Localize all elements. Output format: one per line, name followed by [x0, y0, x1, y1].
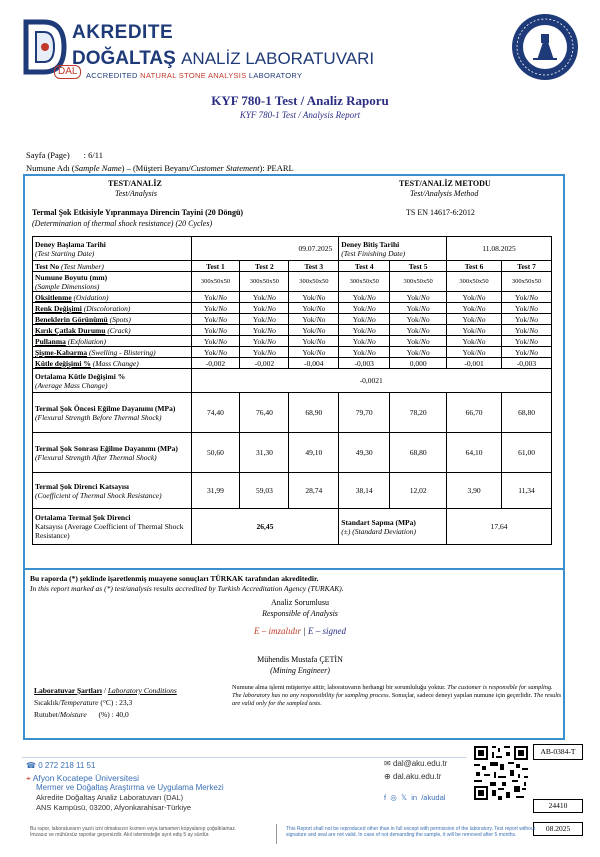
- before-cell: 68,80: [502, 393, 552, 433]
- engineer-name: Mühendis Mustafa ÇETİN: [257, 655, 343, 664]
- lab-conditions-label: Laboratuvar Şartları / Laboratory Conditions: [34, 686, 177, 695]
- footer-address: ANS Kampüsü, 03200, Afyonkarahisar-Türkiye: [36, 803, 192, 812]
- coef-cell: 11,34: [502, 473, 552, 509]
- after-cell: 49,10: [289, 433, 339, 473]
- avg-coef-value: 26,45: [191, 509, 339, 545]
- observation-label: Şişme-Kabarma (Swelling - Blistering): [33, 347, 192, 358]
- results-table: [32, 236, 552, 545]
- observation-label: Beneklerin Görünümü (Spots): [33, 314, 192, 325]
- observation-cell: Yok/No: [447, 314, 502, 325]
- test-heading-en: Test/Analysis: [115, 189, 157, 198]
- dimension-cell: 300x50x50: [390, 272, 447, 292]
- instagram-icon: ◎: [390, 793, 397, 802]
- website[interactable]: ⊕ dal.aku.edu.tr: [384, 772, 442, 781]
- after-cell: 64,10: [447, 433, 502, 473]
- observation-cell: Yok/No: [390, 292, 447, 303]
- observation-cell: Yok/No: [240, 347, 289, 358]
- mass-cell: -0,001: [447, 358, 502, 369]
- coef-cell: 12,02: [390, 473, 447, 509]
- coef-cell: 38,14: [339, 473, 390, 509]
- page-info: Sayfa (Page) : 6/11: [26, 150, 103, 160]
- after-cell: 68,80: [390, 433, 447, 473]
- flexural-after-row: Termal Şok Sonrası Eğilme Dayanımı (MPa) (Flexural Strength After Thermal Shock) 50,60 31,30 49,10 49,30 68,80 64,10 61,00: [33, 433, 552, 473]
- linkedin-icon: in: [411, 793, 418, 802]
- before-cell: 79,70: [339, 393, 390, 433]
- coef-cell: 3,90: [447, 473, 502, 509]
- observation-cell: Yok/No: [289, 314, 339, 325]
- accreditation-note: Bu raporda (*) şeklinde işaretlenmiş muayene sonuçları TÜRKAK tarafından akreditedir.: [30, 574, 319, 583]
- observation-cell: Yok/No: [240, 292, 289, 303]
- after-cell: 61,00: [502, 433, 552, 473]
- logo-analiz: ANALİZ LABORATUVARI: [181, 49, 375, 68]
- observation-cell: Yok/No: [502, 325, 552, 336]
- before-cell: 66,70: [447, 393, 502, 433]
- observation-cell: Yok/No: [240, 314, 289, 325]
- logo-accredited: ACCREDITED: [86, 71, 141, 80]
- facebook-icon: f: [384, 793, 387, 802]
- observation-row: [33, 292, 552, 303]
- observation-row: [33, 325, 552, 336]
- dimension-cell: 300x50x50: [240, 272, 289, 292]
- responsible-label: Analiz Sorumlusu: [271, 598, 329, 607]
- phone-icon: ☎: [26, 761, 36, 770]
- observation-cell: Yok/No: [191, 325, 240, 336]
- observation-cell: Yok/No: [289, 292, 339, 303]
- mass-cell: -0,004: [289, 358, 339, 369]
- mass-cell: -0,003: [339, 358, 390, 369]
- observation-cell: Yok/No: [390, 303, 447, 314]
- before-cell: 78,20: [390, 393, 447, 433]
- test-number: Test 6: [447, 261, 502, 272]
- observation-row: [33, 303, 552, 314]
- x-icon: 𝕏: [400, 793, 408, 802]
- observation-cell: Yok/No: [447, 303, 502, 314]
- after-cell: 49,30: [339, 433, 390, 473]
- observation-cell: Yok/No: [289, 347, 339, 358]
- observation-cell: Yok/No: [502, 314, 552, 325]
- dimension-cell: 300x50x50: [502, 272, 552, 292]
- observation-cell: Yok/No: [240, 325, 289, 336]
- mass-cell: -0,003: [502, 358, 552, 369]
- observation-label: Oksitlenme (Oxidation): [33, 292, 192, 303]
- social-links[interactable]: f ◎ 𝕏 in /akudal: [384, 793, 446, 802]
- mass-cell: -0,002: [191, 358, 240, 369]
- university-seal-icon: [510, 12, 580, 82]
- observation-cell: Yok/No: [447, 336, 502, 347]
- start-date: 09.07.2025: [191, 237, 339, 261]
- humidity: Rutubet/Moisture (%) : 40,0: [34, 710, 129, 719]
- engineer-title: (Mining Engineer): [270, 666, 330, 675]
- observation-row: [33, 336, 552, 347]
- doc-id: AB-0384-T: [533, 744, 583, 760]
- test-number: Test 5: [390, 261, 447, 272]
- flexural-before-row: Termal Şok Öncesi Eğilme Dayanımı (MPa) (Flexural Strength Before Thermal Shock) 74,40 76,40 68,90 79,70 78,20 66,70 68,80: [33, 393, 552, 433]
- mass-cell: -0,002: [240, 358, 289, 369]
- observation-cell: Yok/No: [339, 314, 390, 325]
- disclaimer-en: This Report shall not be reproduced other than in full except with permission of the laboratory. Test report without signature and seal are not valid. In case of not demanding the sample, it will be removed after 5 months.: [286, 826, 536, 838]
- logo-akredite: AKREDITE: [72, 22, 174, 43]
- sampling-note: Numune alma işlemi müşteriye aittir, laboratuvarın herhangi bir sorumluluğu yoktur. The customer is responsible for sampling. The laboratory has no any responsibility for sampling process. Sonuçlar, sadece deneyi yapılan numune için geçerlidir. The results are valid only for the sampled tests.: [232, 684, 562, 707]
- mass-change-row: Kütle değişimi % (Mass Change) -0,002 -0,002 -0,004 -0,003 0,000 -0,001 -0,003: [33, 358, 552, 369]
- footer-center: Mermer ve Doğaltaş Araştırma ve Uygulama Merkezi: [36, 783, 224, 792]
- dimension-cell: 300x50x50: [447, 272, 502, 292]
- test-name: Termal Şok Etkisiyle Yıpranmaya Direncin Tayini (20 Döngü): [32, 208, 244, 217]
- observation-label: Pullanma (Exfoliation): [33, 336, 192, 347]
- dimension-cell: 300x50x50: [339, 272, 390, 292]
- observation-cell: Yok/No: [390, 336, 447, 347]
- test-number: Test 4: [339, 261, 390, 272]
- dimension-cell: 300x50x50: [289, 272, 339, 292]
- observation-cell: Yok/No: [339, 347, 390, 358]
- report-title: KYF 780-1 Test / Analiz Raporu: [211, 93, 389, 108]
- observation-cell: Yok/No: [339, 292, 390, 303]
- dimension-cell: 300x50x50: [191, 272, 240, 292]
- doc-number: 24410: [533, 799, 583, 813]
- mass-cell: 0,000: [390, 358, 447, 369]
- observation-cell: Yok/No: [502, 303, 552, 314]
- observation-row: [33, 314, 552, 325]
- observation-cell: Yok/No: [191, 336, 240, 347]
- globe-icon: ⊕: [384, 772, 391, 781]
- observation-cell: Yok/No: [390, 325, 447, 336]
- observation-cell: Yok/No: [289, 325, 339, 336]
- before-cell: 76,40: [240, 393, 289, 433]
- logo-laboratory: LABORATORY: [246, 71, 303, 80]
- test-number: Test 7: [502, 261, 552, 272]
- location-pin-icon: ⌖: [26, 773, 31, 783]
- footer-divider: [22, 757, 467, 758]
- report-subtitle: KYF 780-1 Test / Analysis Report: [239, 110, 361, 120]
- temperature: Sıcaklık/Temperature (°C) : 23,3: [34, 698, 133, 707]
- observation-cell: Yok/No: [447, 325, 502, 336]
- observation-cell: Yok/No: [240, 336, 289, 347]
- avg-mass-row: Ortalama Kütle Değişimi % (Average Mass Change) -0,0021: [33, 369, 552, 393]
- e-signature: E – imzalıdır | E – signed: [254, 626, 346, 636]
- accreditation-note-en: In this report marked as (*) test/analysis results accredited by Turkish Accreditation Agency (TURKAK).: [30, 584, 344, 593]
- disclaimer-tr: Bu rapor, laboratuvarın yazılı izni olmaksızın kısmen veya tamamen kopyalanıp çoğaltılamaz. İmzasız ve mühürsüz raporlar geçersizdir. Akıl istemindeğe ayrıt ediş 5 ay sürdür.: [30, 826, 237, 838]
- observation-row: [33, 347, 552, 358]
- observation-cell: Yok/No: [502, 336, 552, 347]
- test-number-row: Test No (Test Number) Test 1 Test 2 Test 3 Test 4 Test 5 Test 6 Test 7: [33, 261, 552, 272]
- observation-cell: Yok/No: [191, 303, 240, 314]
- coefficient-row: Termal Şok Direnci Katsayısı (Coefficient of Thermal Shock Resistance) 31,99 59,03 28,74 38,14 12,02 3,90 11,34: [33, 473, 552, 509]
- end-date: 11.08.2025: [447, 237, 552, 261]
- test-number: Test 3: [289, 261, 339, 272]
- qr-code-icon: [472, 744, 530, 802]
- dimensions-row: Numune Boyutu (mm) (Sample Dimensions) 300x50x50 300x50x50 300x50x50 300x50x50 300x50x50 300x50x50 300x50x50: [33, 272, 552, 292]
- observation-cell: Yok/No: [339, 303, 390, 314]
- method-heading-en: Test/Analysis Method: [410, 189, 479, 198]
- observation-cell: Yok/No: [447, 292, 502, 303]
- logo-dogaltas: DOĞALTAŞ: [72, 48, 176, 69]
- coef-cell: 28,74: [289, 473, 339, 509]
- observation-cell: Yok/No: [339, 336, 390, 347]
- observation-cell: Yok/No: [390, 347, 447, 358]
- observation-cell: Yok/No: [191, 314, 240, 325]
- lab-logo: [22, 16, 375, 80]
- coef-cell: 59,03: [240, 473, 289, 509]
- test-name-en: (Determination of thermal shock resistance) (20 Cycles): [32, 219, 213, 228]
- observation-cell: Yok/No: [502, 292, 552, 303]
- logo-natural-stone: NATURAL STONE ANALYSIS: [140, 71, 247, 80]
- responsible-label-en: Responsible of Analysis: [262, 609, 338, 618]
- test-standard: TS EN 14617-6:2012: [406, 208, 475, 217]
- footer-university: ⌖ Afyon Kocatepe Üniversitesi: [26, 773, 140, 783]
- test-number: Test 1: [191, 261, 240, 272]
- observation-cell: Yok/No: [502, 347, 552, 358]
- avg-coefficient-row: Ortalama Termal Şok Direnci Katsayısı (Average Coefficient of Thermal Shock Resistance) 26,45 Standart Sapma (MPa) (±) (Standard Deviation) 17,64: [33, 509, 552, 545]
- dal-badge: DAL: [54, 65, 81, 79]
- std-dev-value: 17,64: [447, 509, 552, 545]
- sample-name: Numune Adı (Sample Name) – (Müşteri Beyanı/Customer Statement): PEARL: [26, 163, 294, 173]
- test-heading: TEST/ANALİZ: [108, 179, 162, 188]
- phone[interactable]: ☎ 0 272 218 11 51: [26, 761, 96, 770]
- test-number: Test 2: [240, 261, 289, 272]
- observation-cell: Yok/No: [191, 292, 240, 303]
- before-cell: 74,40: [191, 393, 240, 433]
- observation-cell: Yok/No: [447, 347, 502, 358]
- doc-date: 08.2025: [533, 822, 583, 836]
- after-cell: 50,60: [191, 433, 240, 473]
- email-icon: ✉: [384, 759, 391, 768]
- after-cell: 31,30: [240, 433, 289, 473]
- before-cell: 68,90: [289, 393, 339, 433]
- observation-cell: Yok/No: [339, 325, 390, 336]
- observation-cell: Yok/No: [240, 303, 289, 314]
- observation-cell: Yok/No: [289, 336, 339, 347]
- observation-label: Renk Değişimi (Discoloration): [33, 303, 192, 314]
- method-heading: TEST/ANALİZ METODU: [399, 179, 491, 188]
- footer-lab: Akredite Doğaltaş Analiz Laboratuvarı (DAL): [36, 793, 184, 802]
- observation-cell: Yok/No: [390, 314, 447, 325]
- disclaimer-divider: [276, 824, 277, 844]
- coef-cell: 31,99: [191, 473, 240, 509]
- observation-cell: Yok/No: [289, 303, 339, 314]
- email[interactable]: ✉ dal@aku.edu.tr: [384, 759, 448, 768]
- avg-mass-value: -0,0021: [191, 369, 551, 393]
- observation-label: Kırık Çatlak Durumu (Crack): [33, 325, 192, 336]
- date-row: Deney Başlama Tarihi (Test Starting Date) 09.07.2025 Deney Bitiş Tarihi (Test Finishing Date) 11.08.2025: [33, 237, 552, 261]
- observation-cell: Yok/No: [191, 347, 240, 358]
